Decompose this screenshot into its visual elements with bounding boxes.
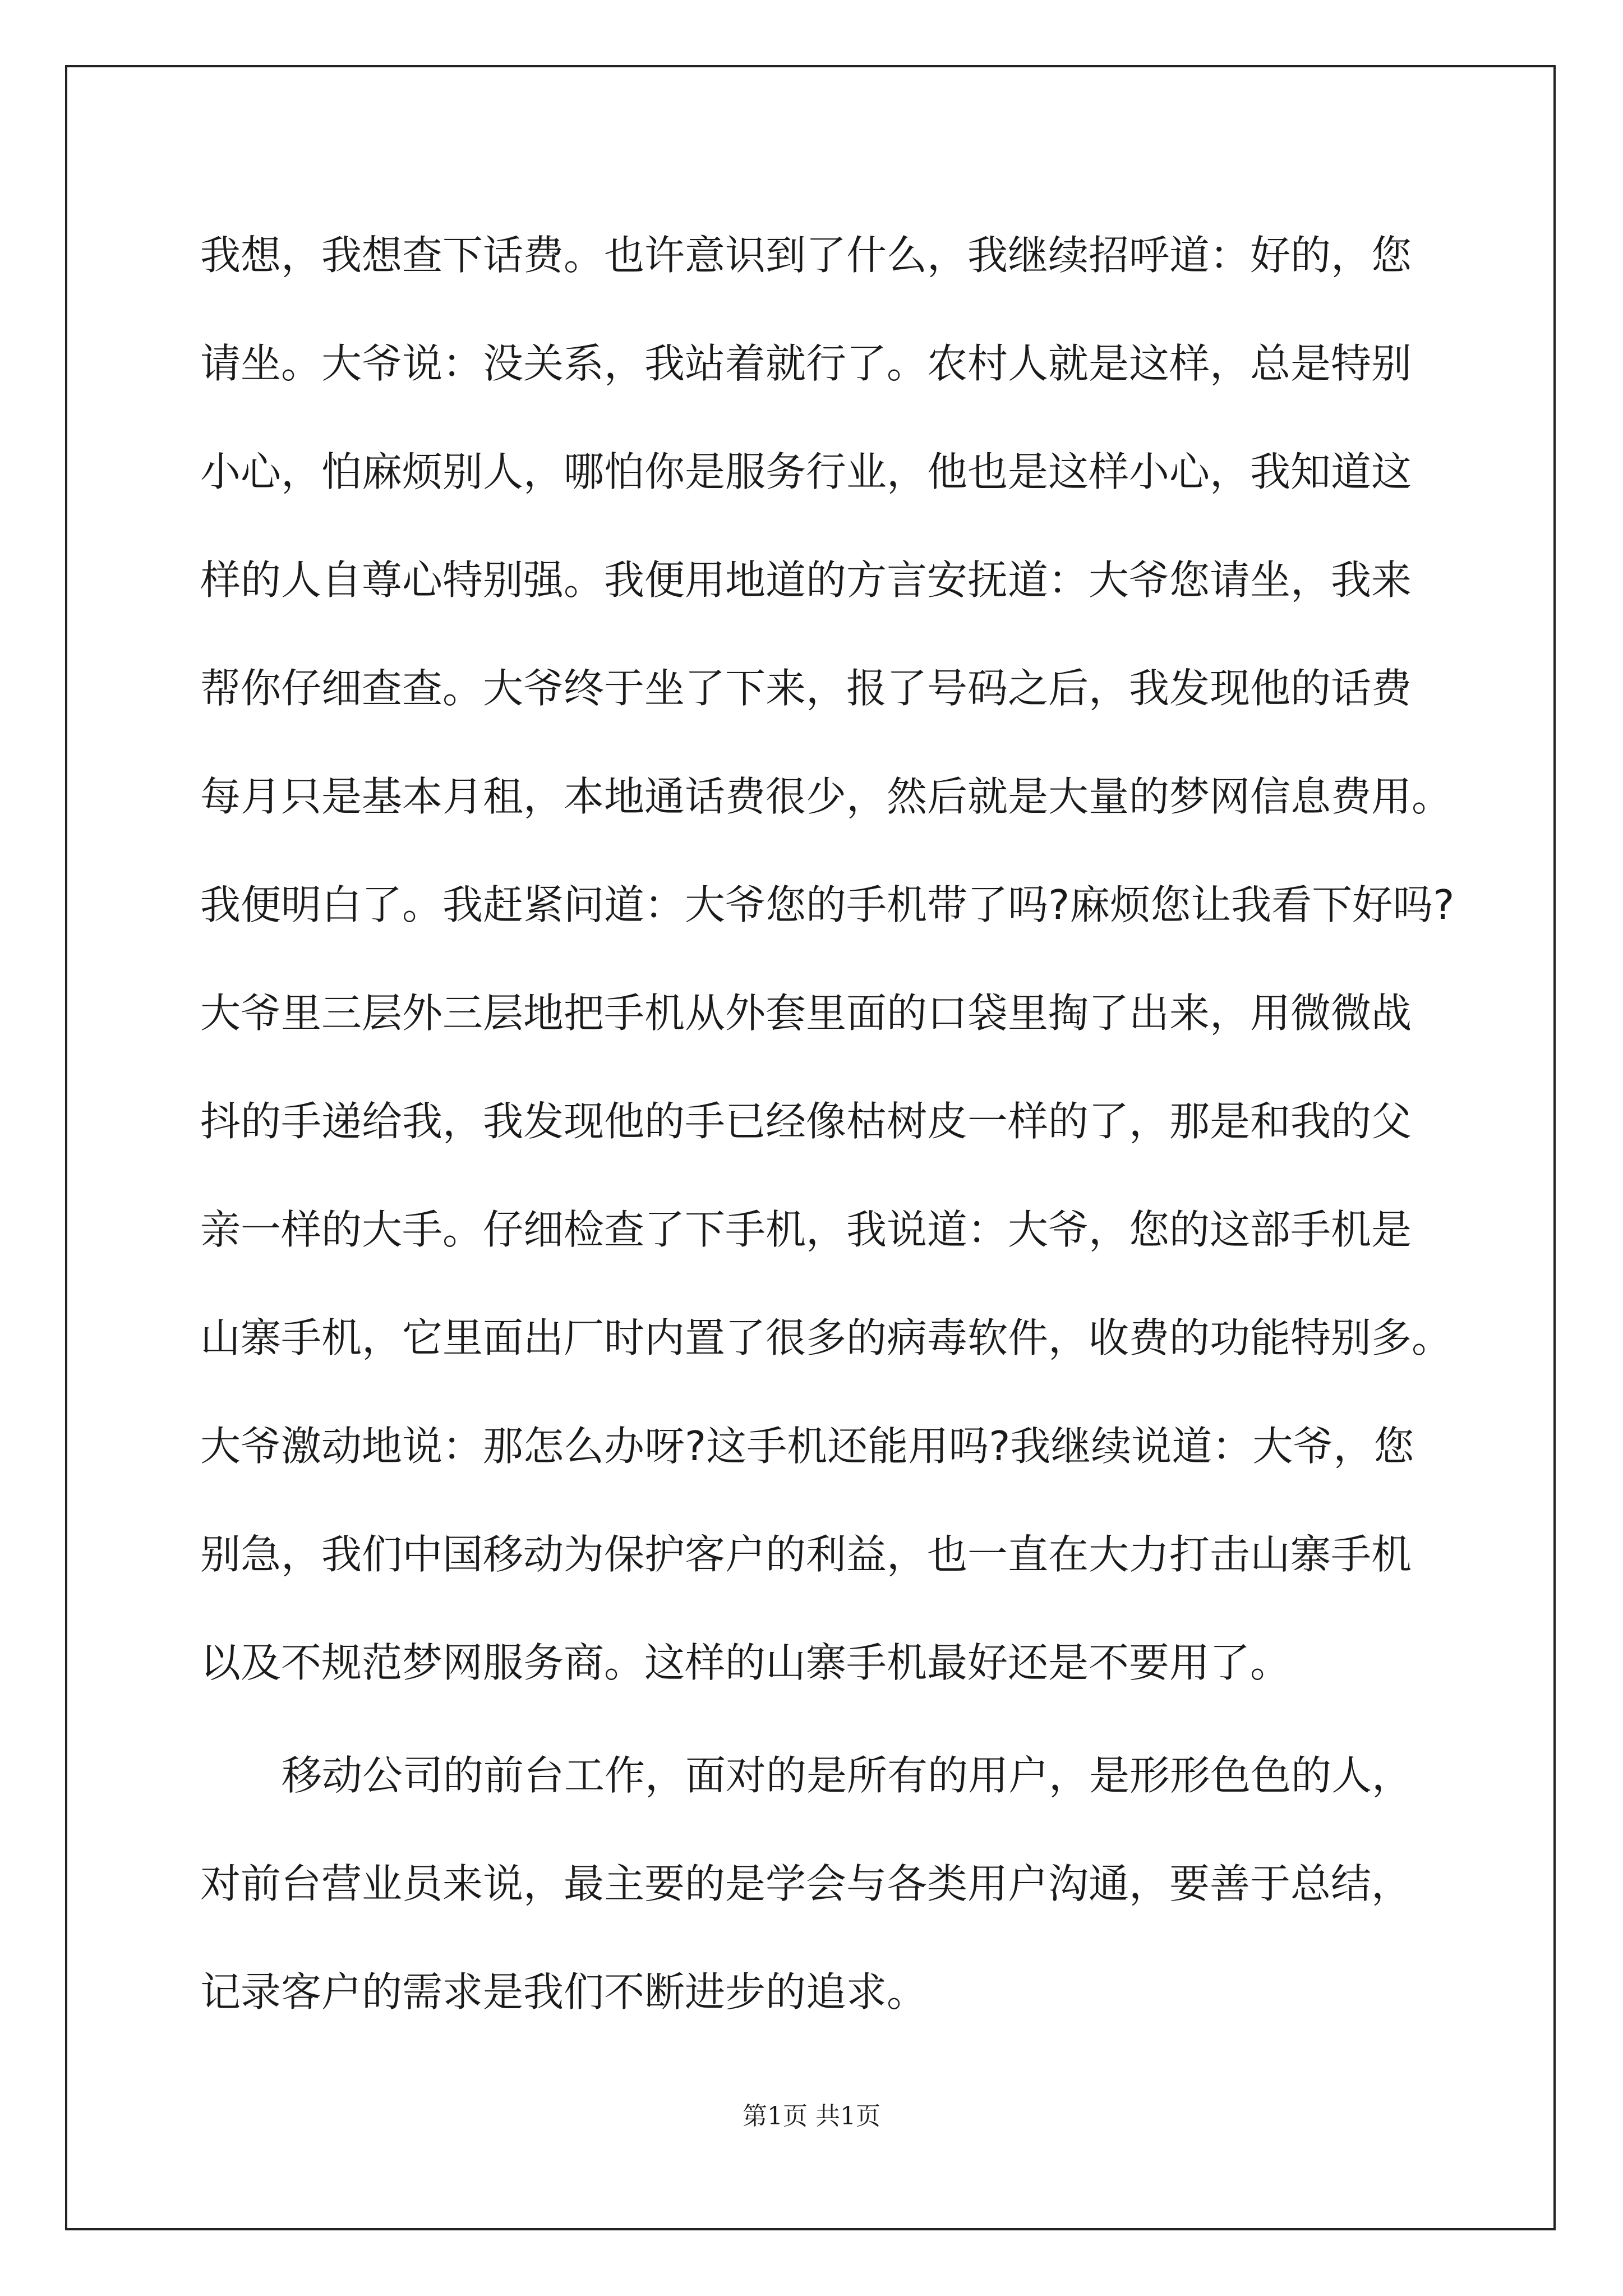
text-line-10: 亲一样的大手。仔细检查了下手机，我说道：大爷，您的这部手机是 xyxy=(200,1206,1412,1253)
text-line-17: 记录客户的需求是我们不断进步的追求。 xyxy=(200,1968,928,2016)
text-line-13: 别急，我们中国移动为保护客户的利益，也一直在大力打击山寨手机 xyxy=(200,1531,1412,1578)
text-line-1: 我想，我想查下话费。也许意识到了什么，我继续招呼道：好的，您 xyxy=(200,232,1412,279)
text-line-14: 以及不规范梦网服务商。这样的山寨手机最好还是不要用了。 xyxy=(200,1639,1291,1686)
text-line-16: 对前台营业员来说，最主要的是学会与各类用户沟通，要善于总结， xyxy=(200,1860,1412,1907)
text-line-7: 我便明白了。我赶紧问道：大爷您的手机带了吗?麻烦您让我看下好吗? xyxy=(200,881,1455,928)
text-line-3: 小心，怕麻烦别人，哪怕你是服务行业，他也是这样小心，我知道这 xyxy=(200,448,1412,495)
text-line-9: 抖的手递给我，我发现他的手已经像枯树皮一样的了，那是和我的父 xyxy=(200,1098,1412,1145)
text-line-2: 请坐。大爷说：没关系，我站着就行了。农村人就是这样，总是特别 xyxy=(200,340,1412,387)
text-line-6: 每月只是基本月租，本地通话费很少，然后就是大量的梦网信息费用。 xyxy=(200,773,1453,820)
page-number: 第1页 共1页 xyxy=(743,2102,880,2131)
text-line-8: 大爷里三层外三层地把手机从外套里面的口袋里掏了出来，用微微战 xyxy=(200,990,1412,1037)
text-line-5: 帮你仔细查查。大爷终于坐了下来，报了号码之后，我发现他的话费 xyxy=(200,665,1412,712)
text-line-12: 大爷激动地说：那怎么办呀?这手机还能用吗?我继续说道：大爷，您 xyxy=(200,1423,1414,1470)
text-line-11: 山寨手机，它里面出厂时内置了很多的病毒软件，收费的功能特别多。 xyxy=(200,1314,1453,1361)
text-line-15: 移动公司的前台工作，面对的是所有的用户，是形形色色的人， xyxy=(282,1752,1413,1799)
text-line-4: 样的人自尊心特别强。我便用地道的方言安抚道：大爷您请坐，我来 xyxy=(200,556,1412,604)
